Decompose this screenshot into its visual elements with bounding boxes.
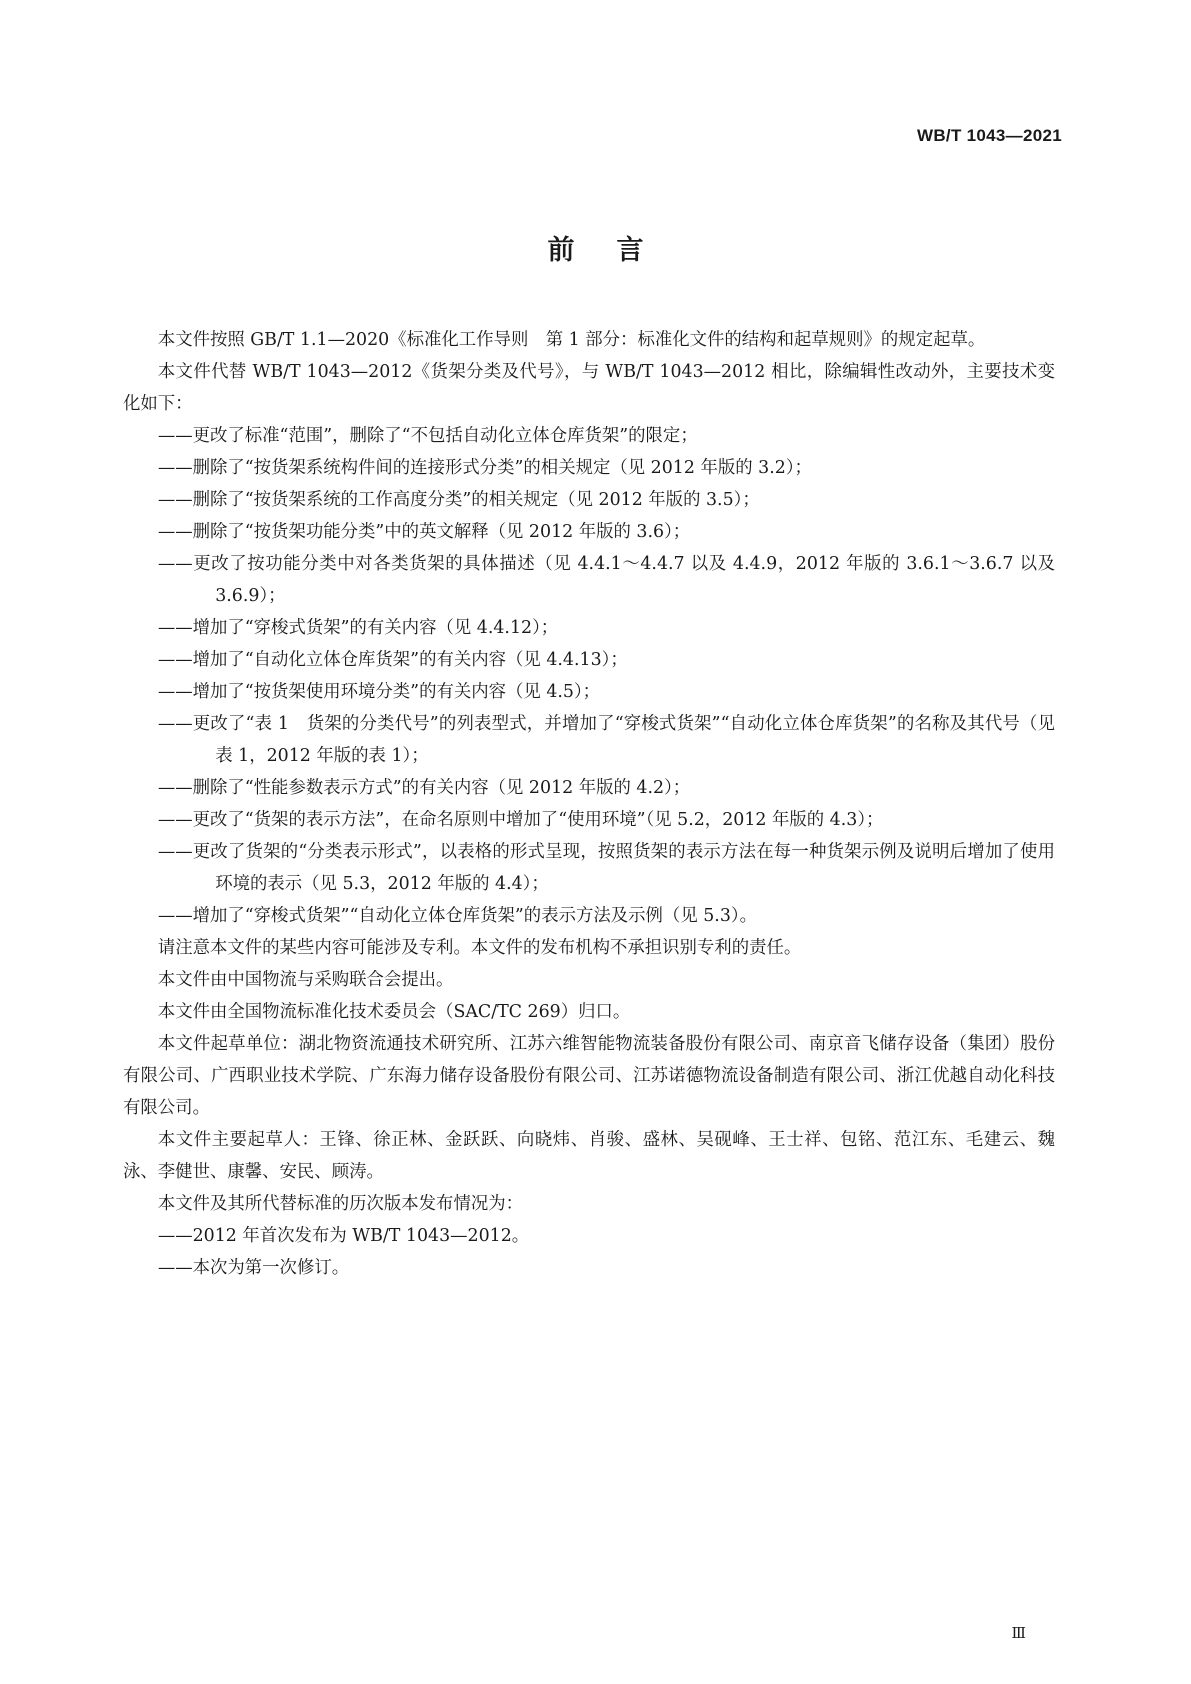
paragraph-replacement: 本文件代替 WB/T 1043—2012《货架分类及代号》，与 WB/T 1043—2012 相比，除编辑性改动外，主要技术变化如下： xyxy=(123,362,1055,414)
paragraph-drafting-basis: 本文件按照 GB/T 1.1—2020《标准化工作导则 第 1 部分：标准化文件的结构和起草规则》的规定起草。 xyxy=(157,330,986,350)
list-item: ——增加了“穿梭式货架”的有关内容（见 4.4.12）； xyxy=(157,618,559,638)
list-item: ——删除了“性能参数表示方式”的有关内容（见 2012 年版的 4.2）； xyxy=(157,778,691,798)
version-history-list xyxy=(123,1220,1055,1284)
foreword-body xyxy=(123,324,1055,1284)
page-title: 前言 xyxy=(547,235,686,266)
list-item: ——删除了“按货架功能分类”中的英文解释（见 2012 年版的 3.6）； xyxy=(157,522,691,542)
list-item: ——更改了“表 1 货架的分类代号”的列表型式，并增加了“穿梭式货架”“自动化立体仓库货架”的名称及其代号（见表 1，2012 年版的表 1）； xyxy=(157,714,1055,766)
standard-number: WB/T 1043—2021 xyxy=(917,126,1062,145)
paragraph-patent-notice: 请注意本文件的某些内容可能涉及专利。本文件的发布机构不承担识别专利的责任。 xyxy=(157,938,802,958)
list-item: ——增加了“按货架使用环境分类”的有关内容（见 4.5）； xyxy=(157,682,601,702)
paragraph-drafters: 本文件主要起草人：王锋、徐正林、金跃跃、向晓炜、肖骏、盛林、吴砚峰、王士祥、包铭、范江东、毛建云、魏泳、李健世、康馨、安民、顾涛。 xyxy=(123,1130,1055,1182)
list-item: ——增加了“自动化立体仓库货架”的有关内容（见 4.4.13）； xyxy=(157,650,628,670)
list-item: ——更改了货架的“分类表示形式”，以表格的形式呈现，按照货架的表示方法在每一种货架示例及说明后增加了使用环境的表示（见 5.3，2012 年版的 4.4）； xyxy=(157,842,1055,894)
paragraph-committee: 本文件由全国物流标准化技术委员会（SAC/TC 269）归口。 xyxy=(157,1002,631,1022)
list-item: ——2012 年首次发布为 WB/T 1043—2012。 xyxy=(157,1226,530,1246)
list-item: ——本次为第一次修订。 xyxy=(157,1258,350,1278)
technical-changes-list xyxy=(123,420,1055,932)
list-item: ——增加了“穿梭式货架”“自动化立体仓库货架”的表示方法及示例（见 5.3）。 xyxy=(157,906,757,926)
page-number: Ⅲ xyxy=(1011,1624,1026,1642)
paragraph-drafting-units: 本文件起草单位：湖北物资流通技术研究所、江苏六维智能物流装备股份有限公司、南京音飞储存设备（集团）股份有限公司、广西职业技术学院、广东海力储存设备股份有限公司、江苏诺德物流设备制造有限公司、浙江优越自动化科技有限公司。 xyxy=(123,1034,1055,1118)
list-item: ——删除了“按货架系统构件间的连接形式分类”的相关规定（见 2012 年版的 3.2）； xyxy=(157,458,812,478)
list-item: ——删除了“按货架系统的工作高度分类”的相关规定（见 2012 年版的 3.5）； xyxy=(157,490,760,510)
paragraph-history-intro: 本文件及其所代替标准的历次版本发布情况为： xyxy=(157,1194,524,1214)
paragraph-proposer: 本文件由中国物流与采购联合会提出。 xyxy=(157,970,454,990)
list-item: ——更改了标准“范围”，删除了“不包括自动化立体仓库货架”的限定； xyxy=(157,426,698,446)
list-item: ——更改了按功能分类中对各类货架的具体描述（见 4.4.1～4.4.7 以及 4.4.9，2012 年版的 3.6.1～3.6.7 以及 3.6.9）； xyxy=(157,554,1055,606)
list-item: ——更改了“货架的表示方法”，在命名原则中增加了“使用环境”（见 5.2，2012 年版的 4.3）； xyxy=(157,810,884,830)
